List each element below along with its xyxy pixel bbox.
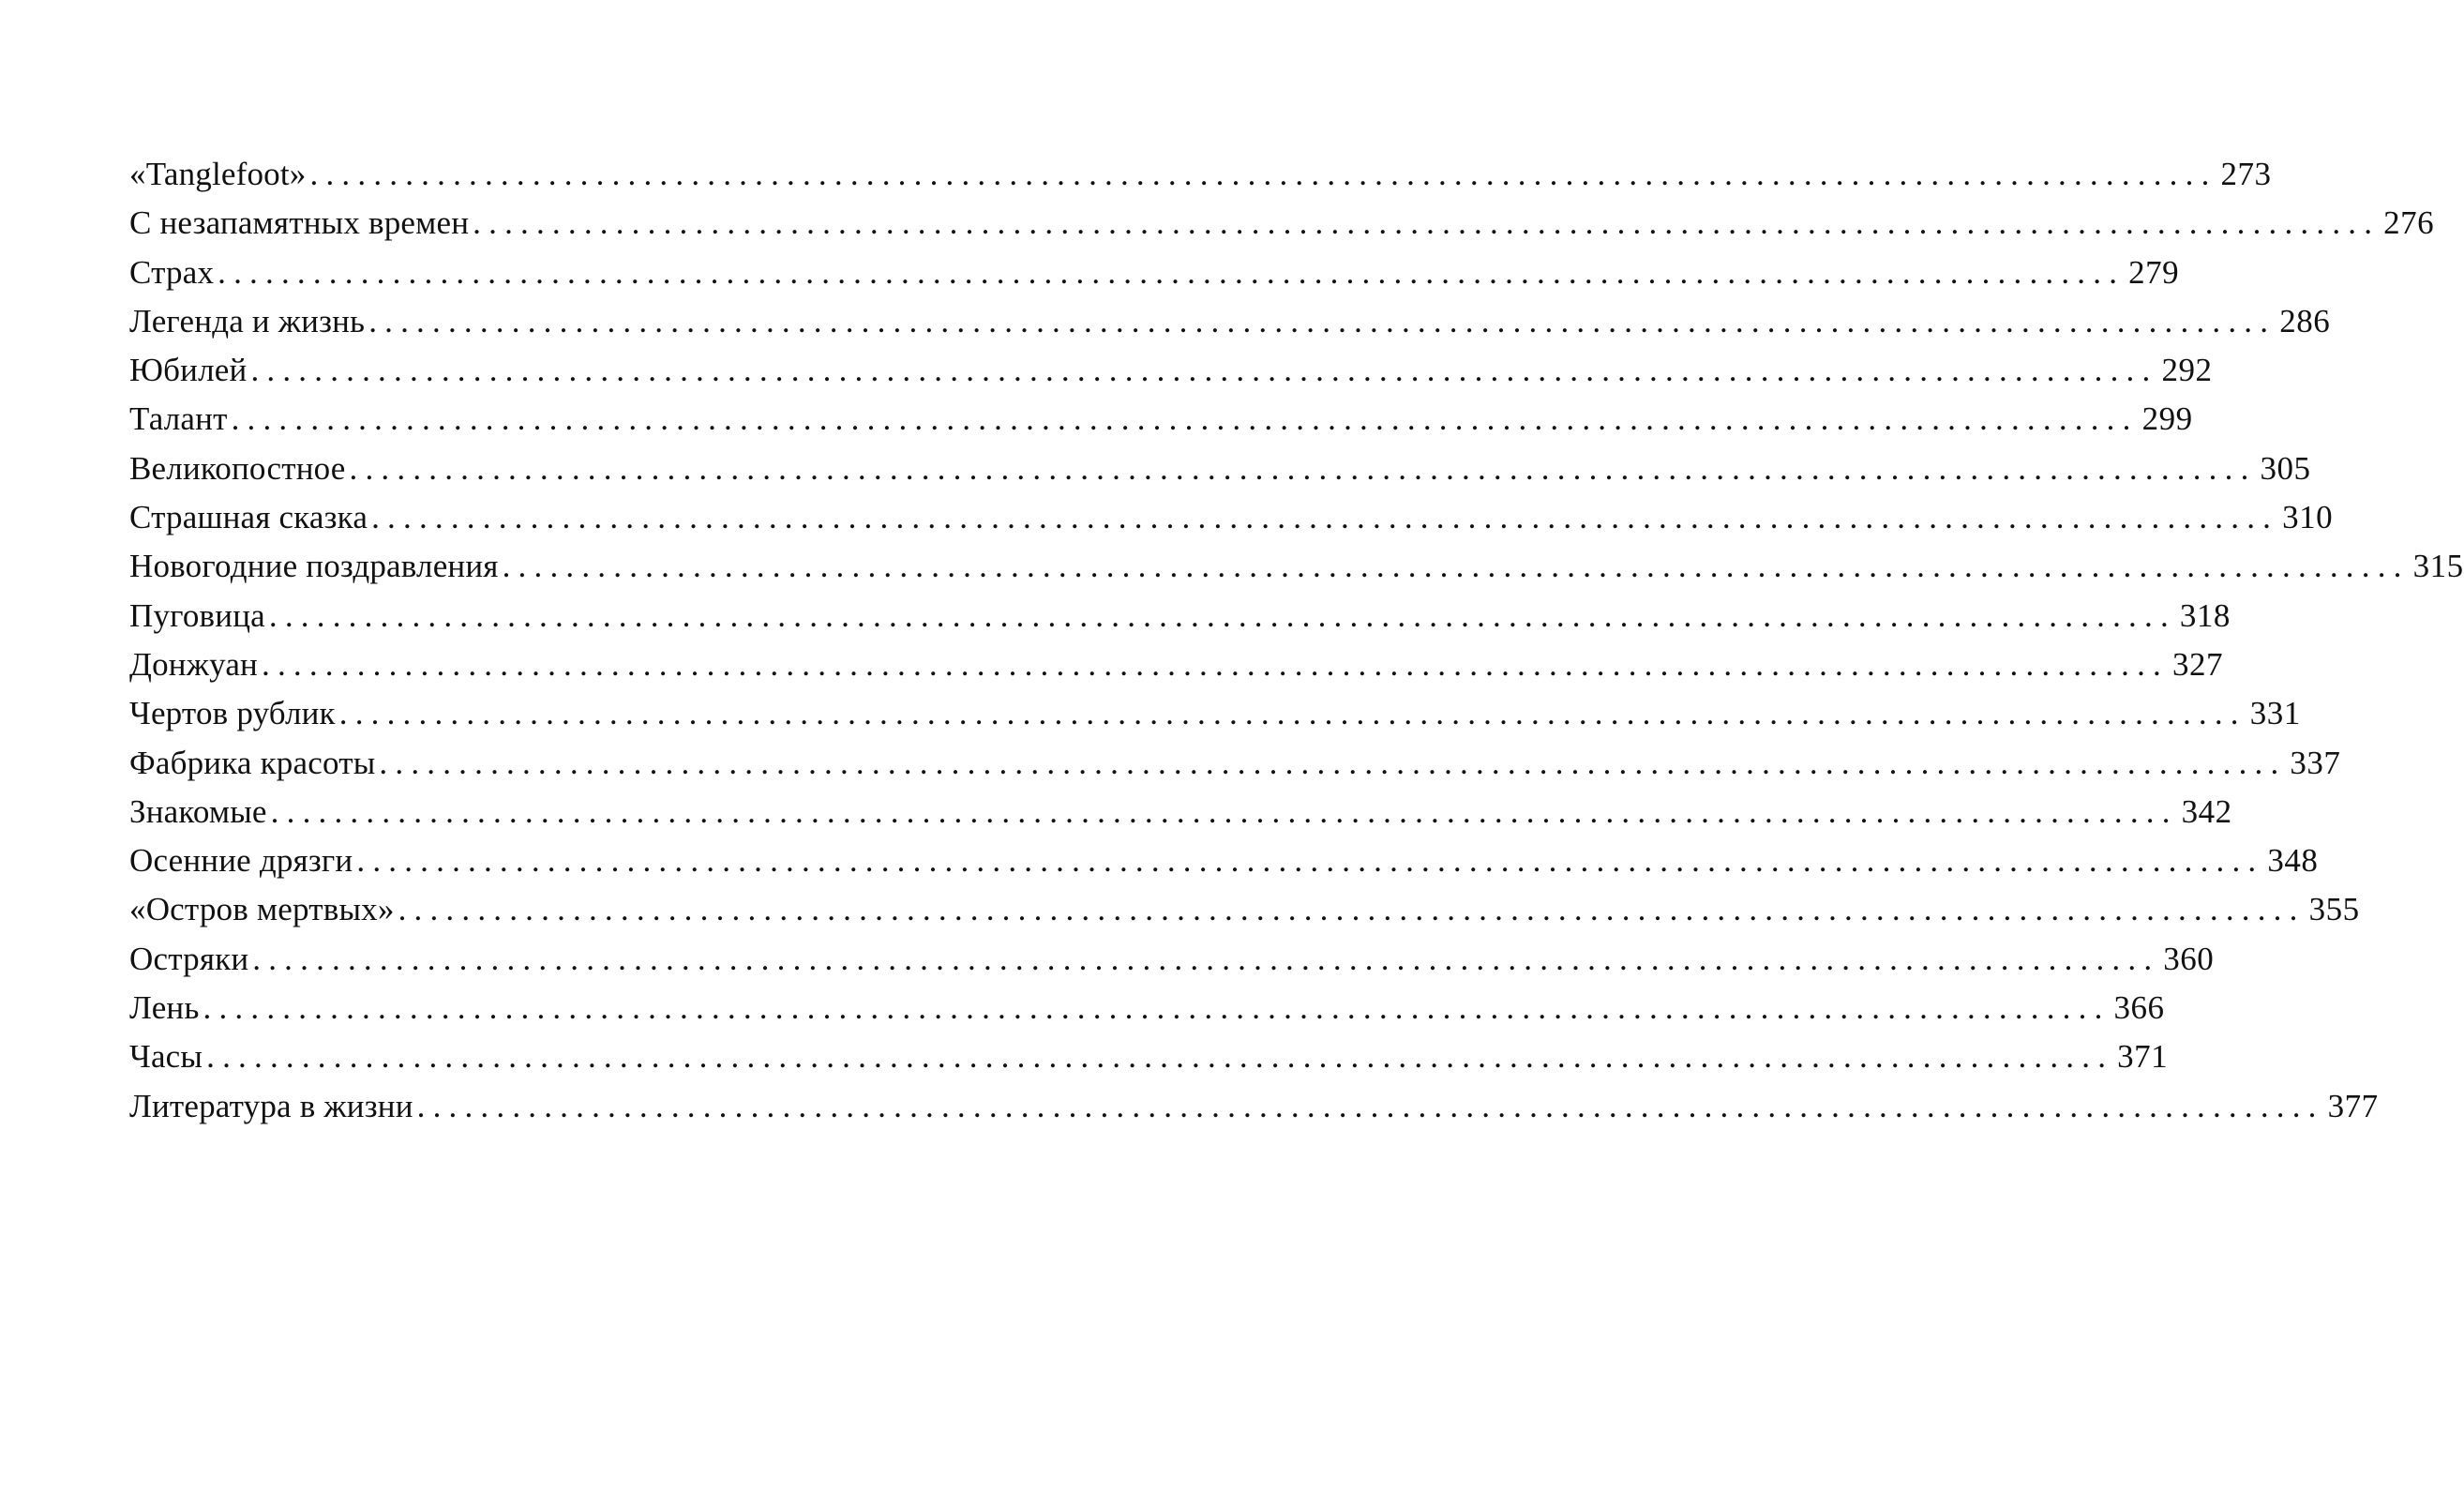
toc-entry <box>129 542 2464 591</box>
toc-entry-title: Донжуан <box>129 645 258 683</box>
toc-dot-leader: ........................................................................................................................ <box>309 156 2217 192</box>
toc-entry-page: 348 <box>2267 842 2319 880</box>
toc-entry <box>129 297 2331 346</box>
toc-entry-title: Талант <box>129 400 228 438</box>
toc-entry <box>129 788 2232 836</box>
toc-entry-page: 355 <box>2308 891 2360 928</box>
toc-dot-leader: ........................................................................................................................ <box>270 792 2178 830</box>
toc-entry <box>129 249 2180 297</box>
toc-entry-title: Литература в жизни <box>129 1087 413 1124</box>
toc-entry-page: 331 <box>2249 695 2301 732</box>
toc-entry <box>129 885 2360 934</box>
toc-entry-page: 366 <box>2113 989 2165 1027</box>
toc-entry-page: 299 <box>2141 400 2193 438</box>
toc-entry <box>129 935 2215 984</box>
toc-dot-leader: ........................................................................................................................ <box>356 842 2264 880</box>
toc-entry-title: Чертов рублик <box>129 695 336 732</box>
toc-entry-title: «Tanglefoot» <box>129 156 307 192</box>
toc-entry <box>129 1082 2379 1131</box>
toc-entry-page: 315 <box>2412 548 2464 585</box>
toc-entry <box>129 395 2193 444</box>
toc-dot-leader: ........................................................................................................................ <box>262 645 2169 683</box>
toc-entry <box>129 445 2311 493</box>
toc-entry-title: Страшная сказка <box>129 499 368 536</box>
toc-entry-page: 342 <box>2181 792 2232 830</box>
toc-dot-leader: ........................................................................................................................ <box>206 1038 2114 1076</box>
toc-entry <box>129 641 2223 689</box>
toc-dot-leader: ........................................................................................................................ <box>338 695 2246 732</box>
toc-entry-page: 310 <box>2282 499 2334 536</box>
toc-entry-page: 279 <box>2128 253 2180 291</box>
toc-entry-title: Знакомые <box>129 792 267 830</box>
toc-entry-page: 327 <box>2172 645 2223 683</box>
toc-dot-leader: ........................................................................................................................ <box>252 940 2160 977</box>
toc-entry <box>129 984 2165 1032</box>
toc-entry-page: 292 <box>2161 352 2213 389</box>
toc-dot-leader: ........................................................................................................................ <box>379 744 2287 781</box>
toc-entry <box>129 493 2334 542</box>
toc-dot-leader: ........................................................................................................................ <box>416 1087 2324 1124</box>
toc-dot-leader: ........................................................................................................................ <box>250 352 2158 389</box>
toc-entry-title: Остряки <box>129 940 249 977</box>
toc-entry-title: Пуговица <box>129 596 265 634</box>
toc-dot-leader: ........................................................................................................................ <box>502 548 2410 585</box>
toc-entry <box>129 199 2435 248</box>
toc-entry-title: Новогодние поздравления <box>129 548 499 585</box>
toc-dot-leader: ........................................................................................................................ <box>371 499 2279 536</box>
toc-entry-title: Легенда и жизнь <box>129 302 366 339</box>
toc-entry-page: 318 <box>2179 596 2231 634</box>
toc-entry-title: Страх <box>129 253 215 291</box>
table-of-contents <box>129 150 2464 1131</box>
toc-dot-leader: ........................................................................................................................ <box>473 204 2381 242</box>
toc-entry <box>129 150 2272 199</box>
toc-entry-page: 273 <box>2220 156 2272 192</box>
toc-entry-page: 276 <box>2383 204 2435 242</box>
toc-entry <box>129 592 2231 641</box>
toc-entry <box>129 836 2319 885</box>
toc-entry <box>129 346 2213 395</box>
toc-entry-page: 371 <box>2117 1038 2169 1076</box>
toc-entry-title: Юбилей <box>129 352 248 389</box>
toc-entry-page: 305 <box>2260 449 2311 487</box>
toc-entry-page: 337 <box>2290 744 2341 781</box>
toc-entry-page: 377 <box>2327 1087 2379 1124</box>
toc-entry-title: «Остров мертвых» <box>129 891 395 928</box>
toc-dot-leader: ........................................................................................................................ <box>231 400 2139 438</box>
toc-entry-title: Фабрика красоты <box>129 744 376 781</box>
toc-entry-page: 286 <box>2279 302 2331 339</box>
toc-entry-title: Лень <box>129 989 200 1027</box>
toc-dot-leader: ........................................................................................................................ <box>368 302 2276 339</box>
toc-entry-title: Часы <box>129 1038 203 1076</box>
toc-dot-leader: ........................................................................................................................ <box>218 253 2126 291</box>
toc-entry-title: С незапамятных времен <box>129 204 470 242</box>
toc-dot-leader: ........................................................................................................................ <box>349 449 2257 487</box>
toc-entry <box>129 739 2341 788</box>
toc-dot-leader: ........................................................................................................................ <box>398 891 2306 928</box>
toc-entry-title: Осенние дрязги <box>129 842 353 880</box>
toc-dot-leader: ........................................................................................................................ <box>268 596 2176 634</box>
toc-entry-page: 360 <box>2163 940 2215 977</box>
toc-entry <box>129 1032 2169 1081</box>
toc-entry-title: Великопостное <box>129 449 346 487</box>
toc-entry <box>129 689 2301 738</box>
toc-dot-leader: ........................................................................................................................ <box>203 989 2111 1027</box>
